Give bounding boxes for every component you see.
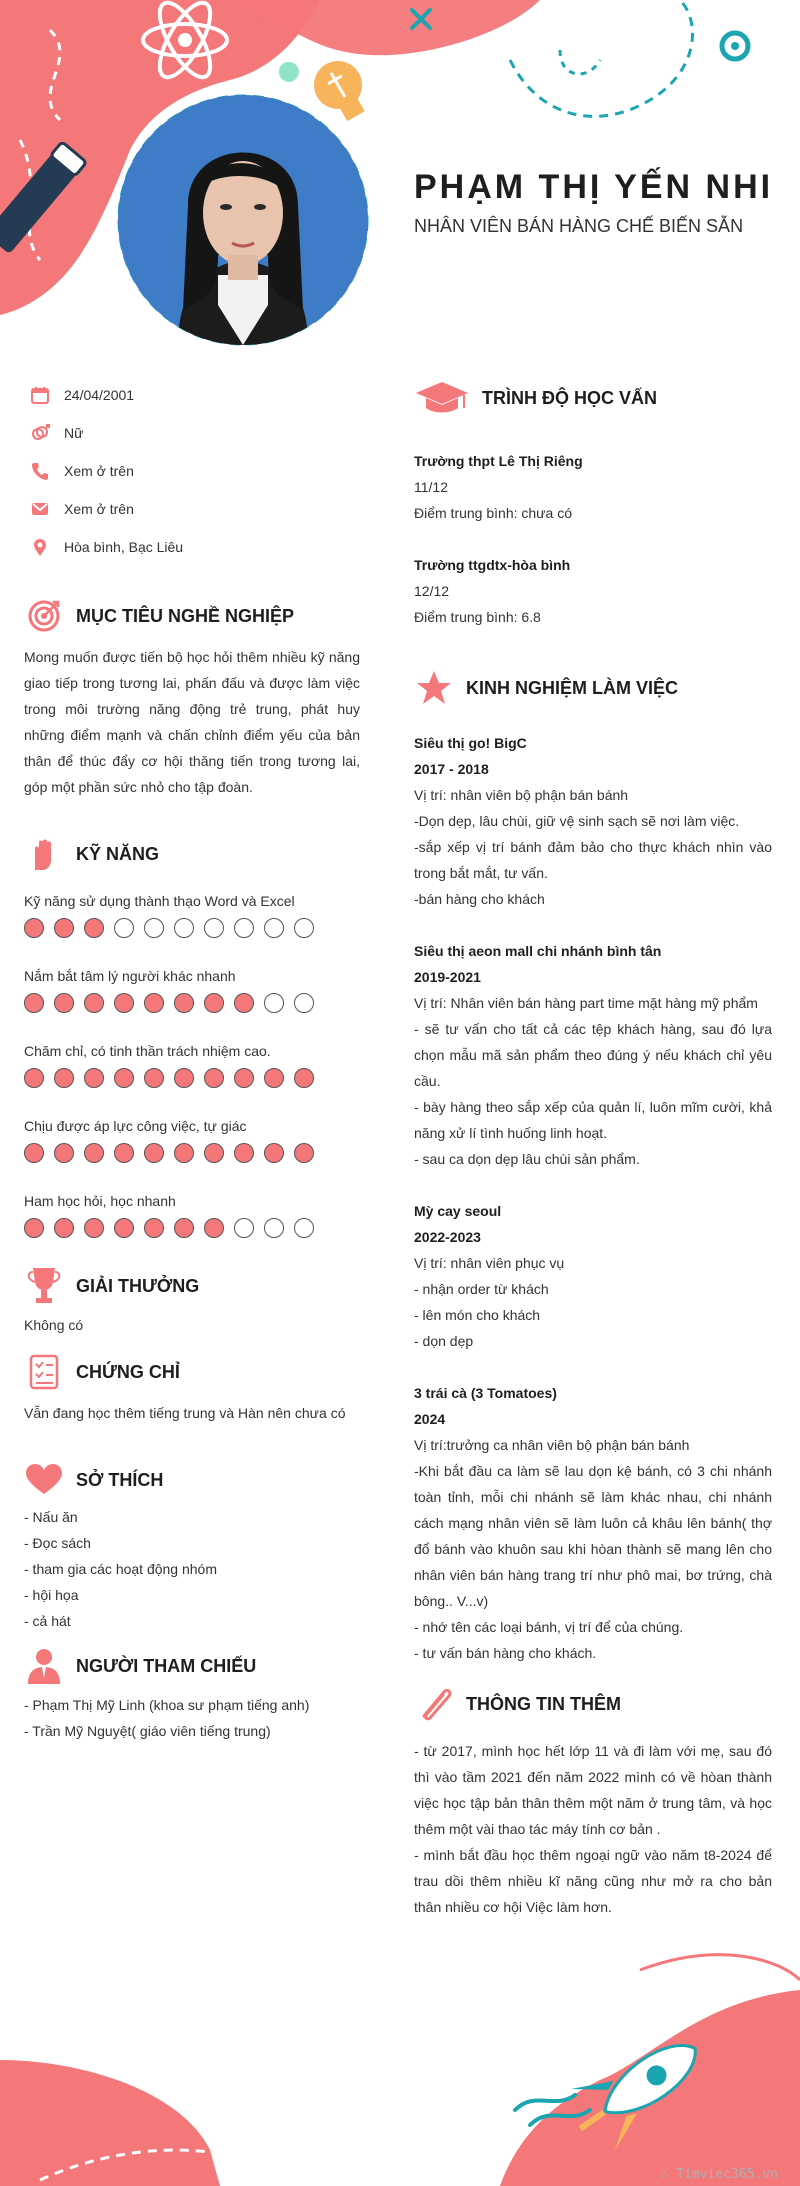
skill-rating [24,1139,360,1167]
rating-dot-filled [144,1218,164,1238]
rating-dot-filled [54,1143,74,1163]
rating-dot-filled [24,1143,44,1163]
experience-detail: Vị trí:trưởng ca nhân viên bộ phận bán bánh [414,1437,690,1453]
contact-list [28,376,358,566]
certificates-section [24,1352,360,1426]
skill-item [24,963,360,1017]
skill-item [24,1188,360,1242]
awards-header [24,1266,360,1306]
hobbies-title: SỞ THÍCH [76,1469,164,1490]
rating-dot-filled [84,1143,104,1163]
rating-dot-empty [294,993,314,1013]
rating-dot-empty [174,918,194,938]
rating-dot-filled [54,993,74,1013]
rating-dot-filled [84,1068,104,1088]
awards-title: GIẢI THƯỞNG [76,1275,200,1296]
experience-detail: - nhận order từ khách [414,1281,549,1297]
graduation-cap-icon [414,378,470,418]
additional-header [414,1684,772,1724]
experience-entry [414,938,772,1172]
skills-header [24,834,360,874]
references-header [24,1646,360,1686]
rating-dot-empty [234,918,254,938]
skill-label: Nắm bắt tâm lý người khác nhanh [24,968,236,984]
rating-dot-empty [234,1218,254,1238]
education-entry [414,448,772,526]
experience-list [414,730,772,1666]
rating-dot-empty [264,918,284,938]
objective-header [24,596,360,636]
skill-label: Ham học hỏi, học nhanh [24,1193,176,1209]
email-text[interactable]: Xem ở trên [64,501,134,517]
work-period: 2019-2021 [414,969,481,985]
hand-icon [24,834,64,874]
awards-text: Không có [24,1317,84,1333]
rating-dot-filled [234,993,254,1013]
target-icon [24,596,64,636]
experience-detail: - tư vấn bán hàng cho khách. [414,1645,597,1661]
experience-detail: - sau ca dọn dẹp lâu chùi sản phẩm. [414,1151,640,1167]
experience-detail: - bày hàng theo sắp xếp của quản lí, luôn mĩm cười, khả năng xử lí tình huống linh hoạt. [414,1099,772,1141]
rating-dot-filled [144,1143,164,1163]
experience-detail: -bán hàng cho khách [414,891,545,907]
experience-detail: Vị trí: nhân viên phục vụ [414,1255,565,1271]
school-score: Điểm trung bình: 6.8 [414,609,541,625]
experience-entry [414,730,772,912]
list-item: - hội họa [24,1587,79,1603]
work-period: 2017 - 2018 [414,761,489,777]
watermark-text: Timviec365.vn [676,2167,778,2182]
rating-dot-filled [204,993,224,1013]
skill-item [24,888,360,942]
skill-item [24,1038,360,1092]
rating-dot-filled [174,993,194,1013]
skill-rating [24,1214,360,1242]
profile-photo [118,95,368,345]
location-text: Hòa bình, Bạc Liêu [64,539,184,555]
watermark-icon: ∴ [660,2167,677,2182]
phone-icon [28,459,52,483]
person-icon [24,1646,64,1686]
trophy-icon [24,1266,64,1306]
experience-detail: - lên món cho khách [414,1307,541,1323]
rating-dot-filled [84,918,104,938]
watermark [661,2167,778,2182]
company-name: Siêu thị go! BigC [414,735,527,751]
list-item: - Nấu ăn [24,1509,78,1525]
skills-title: KỸ NĂNG [76,843,160,864]
rating-dot-empty [114,918,134,938]
certificates-text: Vẫn đang học thêm tiếng trung và Hàn nên chưa có [24,1405,346,1421]
skill-item [24,1113,360,1167]
rating-dot-filled [54,1068,74,1088]
rating-dot-filled [294,1143,314,1163]
company-name: Siêu thị aeon mall chi nhánh bình tân [414,943,662,959]
school-name: Trường ttgdtx-hòa bình [414,557,571,573]
email-icon [28,497,52,521]
experience-detail: - sẽ tư vấn cho tất cả các tệp khách hàng, sau đó lựa chọn mẫu mã sản phẩm theo đúng ý nếu khách chỉ yêu cầu. [414,1021,772,1089]
certificates-header [24,1352,360,1392]
rating-dot-filled [114,1068,134,1088]
objective-section [24,596,360,800]
school-grade: 12/12 [414,583,450,599]
rating-dot-filled [264,1143,284,1163]
contact-row-birthday [28,376,358,414]
rating-dot-filled [24,1218,44,1238]
skill-rating [24,914,360,942]
rating-dot-filled [144,993,164,1013]
skill-rating [24,989,360,1017]
education-list [414,448,772,630]
rating-dot-filled [174,1218,194,1238]
rating-dot-filled [234,1068,254,1088]
rating-dot-filled [24,993,44,1013]
references-title: NGƯỜI THAM CHIẾU [76,1655,257,1676]
rating-dot-filled [174,1068,194,1088]
experience-entry [414,1198,772,1354]
experience-detail: -sắp xếp vị trí bánh đảm bảo cho thực khách nhìn vào trong bắt mắt, tư vấn. [414,839,772,881]
rating-dot-filled [204,1068,224,1088]
experience-entry [414,1380,772,1666]
skill-label: Kỹ năng sử dụng thành thạo Word và Excel [24,893,295,909]
experience-detail: -Dọn dẹp, lâu chùi, giữ vệ sinh sạch sẽ nơi làm việc. [414,813,740,829]
phone-text[interactable]: Xem ở trên [64,463,134,479]
skill-rating [24,1064,360,1092]
work-period: 2022-2023 [414,1229,481,1245]
additional-title: THÔNG TIN THÊM [466,1693,621,1714]
paperclip-icon [414,1684,454,1724]
company-name: Mỳ cay seoul [414,1203,502,1219]
experience-detail: Vị trí: nhân viên bộ phận bán bánh [414,787,629,803]
rating-dot-filled [84,993,104,1013]
rating-dot-empty [204,918,224,938]
skill-label: Chăm chỉ, có tinh thần trách nhiệm cao. [24,1043,271,1059]
experience-detail: -Khi bắt đầu ca làm sẽ lau dọn kệ bánh, có 3 chi nhánh toàn tỉnh, mỗi chi nhánh sẽ làm khác nhau, chi nhánh cách mạng nhân viên sẽ làm luôn cả khâu lên bánh( thợ đổ bánh vào khuôn sau khi hòan thành sẽ mang lên cho nhân viên bán hàng trang trí như phô mai, bơ trứng, chà bông.. V...v) [414,1463,772,1609]
references-list [24,1692,360,1744]
rating-dot-empty [144,918,164,938]
work-period: 2024 [414,1411,446,1427]
rating-dot-empty [264,1218,284,1238]
list-item: - Phạm Thị Mỹ Linh (khoa sư phạm tiếng anh) [24,1697,310,1713]
school-score: Điểm trung bình: chưa có [414,505,573,521]
hobbies-section [24,1460,360,1634]
rating-dot-filled [204,1218,224,1238]
rating-dot-filled [204,1143,224,1163]
rating-dot-filled [54,1218,74,1238]
additional-paragraph: - từ 2017, mình học hết lớp 11 và đi làm với mẹ, sau đó thì vào tầm 2021 đến năm 2022 mình có về hòan thành việc học tập bản thân thêm một năm ở trung tâm, và học thêm một vài thao tác máy tính cơ bản . [414,1743,772,1837]
list-item: - Đọc sách [24,1535,91,1551]
gender-text: Nữ [64,425,84,441]
rating-dot-filled [114,1143,134,1163]
experience-detail: - nhớ tên các loại bánh, vị trí để của chúng. [414,1619,684,1635]
rating-dot-filled [234,1143,254,1163]
hobbies-header [24,1460,360,1500]
additional-section [414,1684,772,1920]
rating-dot-filled [174,1143,194,1163]
education-section [414,378,772,650]
education-entry [414,552,772,630]
rating-dot-empty [294,1218,314,1238]
certificates-title: CHỨNG CHỈ [76,1361,180,1382]
rating-dot-filled [114,993,134,1013]
references-section [24,1646,360,1744]
additional-paragraph: - mình bắt đầu học thêm ngoại ngữ vào năm t8-2024 để trau dồi thêm nhiều kĩ năng cũng như mở ra cho bản thân nhiều cơ hội Việc làm hơn. [414,1847,772,1915]
company-name: 3 trái cà (3 Tomatoes) [414,1385,557,1401]
rating-dot-empty [264,993,284,1013]
rating-dot-filled [144,1068,164,1088]
school-name: Trường thpt Lê Thị Riêng [414,453,583,469]
heart-icon [24,1460,64,1500]
skill-list [24,888,360,1242]
experience-title: KINH NGHIỆM LÀM VIỆC [466,677,679,698]
list-item: - tham gia các hoạt động nhóm [24,1561,218,1577]
contact-row-gender [28,414,358,452]
hobbies-list [24,1504,360,1634]
education-title: TRÌNH ĐỘ HỌC VẤN [482,387,657,408]
location-icon [28,535,52,559]
awards-section [24,1266,360,1338]
experience-detail: Vị trí: Nhân viên bán hàng part time mặt hàng mỹ phẩm [414,995,758,1011]
list-item: - Trần Mỹ Nguyệt( giáo viên tiếng trung) [24,1723,271,1739]
checklist-icon [24,1352,64,1392]
objective-title: MỤC TIÊU NGHỀ NGHIỆP [76,605,295,626]
school-grade: 11/12 [414,479,448,495]
list-item: - cả hát [24,1613,71,1629]
rating-dot-filled [294,1068,314,1088]
objective-text: Mong muốn được tiến bộ học hỏi thêm nhiều kỹ năng giao tiếp trong tương lai, phấn đấu và được làm việc trong môi trường năng động trẻ trung, phát huy những điểm mạnh và chấn chỉnh điểm yếu của bản thân để thúc đẩy cơ hội thăng tiến trong tương lai, góp một phần sức nhỏ cho tập đoàn. [24,649,360,795]
candidate-name: PHẠM THỊ YẾN NHI [414,168,774,206]
rating-dot-filled [54,918,74,938]
rating-dot-filled [24,1068,44,1088]
rating-dot-filled [24,918,44,938]
contact-row-email [28,490,358,528]
rating-dot-filled [264,1068,284,1088]
birthday-text: 24/04/2001 [64,387,135,403]
experience-section [414,668,772,1692]
contact-row-phone [28,452,358,490]
additional-text [414,1738,772,1920]
star-icon [414,668,454,708]
gender-icon [28,421,52,445]
contact-row-location [28,528,358,566]
skills-section [24,834,360,1263]
rating-dot-filled [84,1218,104,1238]
calendar-icon [28,383,52,407]
job-title: NHÂN VIÊN BÁN HÀNG CHẾ BIẾN SẴN [414,216,744,236]
rating-dot-empty [294,918,314,938]
experience-detail: - dọn dẹp [414,1333,474,1349]
education-header [414,378,772,418]
experience-header [414,668,772,708]
skill-label: Chịu được áp lực công việc, tự giác [24,1118,247,1134]
rating-dot-filled [114,1218,134,1238]
